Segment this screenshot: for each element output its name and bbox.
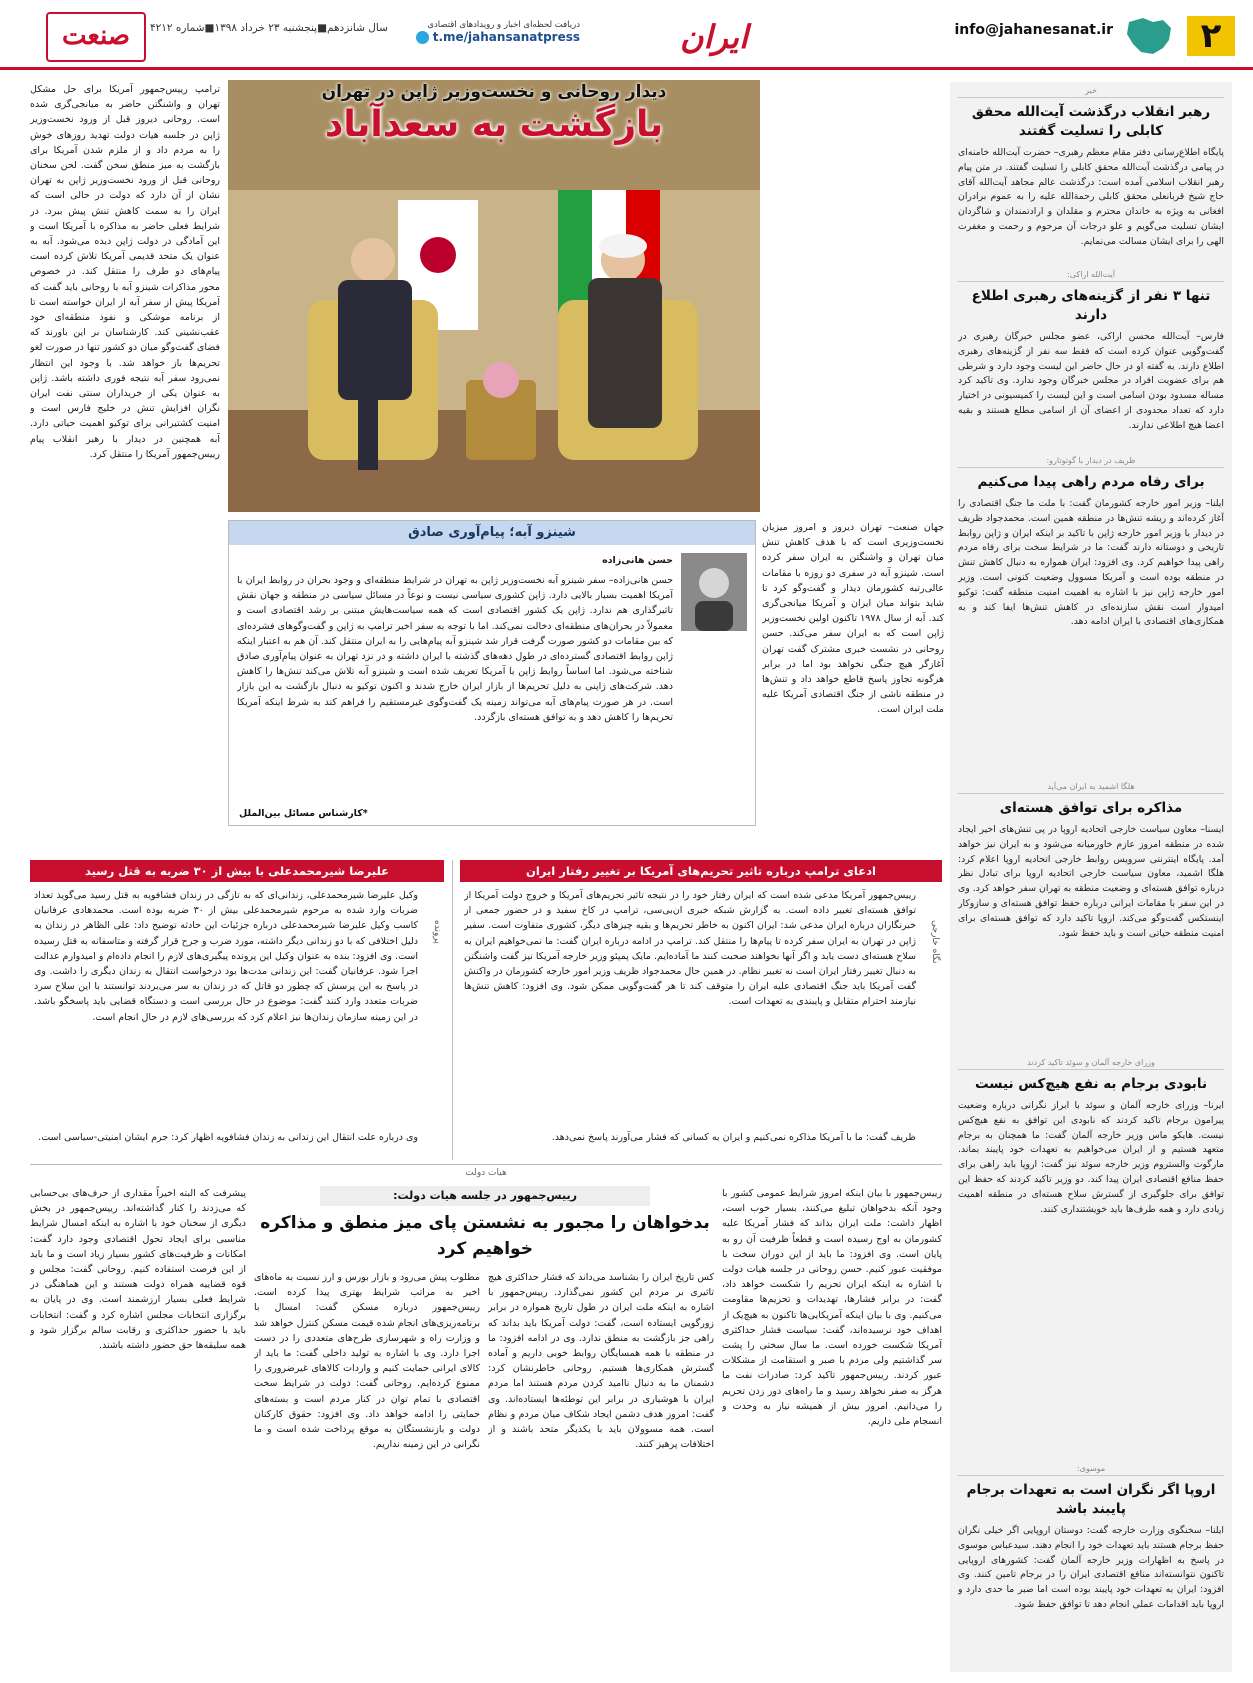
sidebar-body: ایسنا– معاون سیاست خارجی اتحادیه اروپا در پی تنش‌های اخیر ایجاد شده در منطقه امروز عازم خاورمیانه می‌شود و به ایران نیز خواهد آمد. پایگاه اینترنتی سرویس روابط خارجی اتحادیه اروپا اعلام کرد: هلگا اشمید، معاون سیاست خارجی اتحادیه اروپا برای تبادل نظر درباره توافق هسته‌ای و وضعیت منطقه به تهران سفر خواهد کرد. وی در این سفر با مقامات ایرانی درباره حفظ توافق هسته‌ای و سازوکار اینستکس گفت‌وگو می‌کند. اروپا تاکید دارد که توافق هسته‌ای برای امنیت منطقه حیاتی است و باید حفظ شود. [958,824,1224,939]
opinion-title: شینزو آبه؛ پیام‌آوری صادق [229,521,755,545]
article-tag: نگاه خارجی [930,920,940,964]
sidebar-item: هلگا اشمید به ایران می‌آید مذاکره برای توافق هسته‌ای ایسنا– معاون سیاست خارجی اتحادیه اروپا در پی تنش‌های اخیر ایجاد شده در منطقه امروز عازم خاورمیانه می‌شود و به ایران نیز خواهد آمد. پایگاه اینترنتی سرویس روابط خارجی اتحادیه اروپا اعلام کرد: هلگا اشمید، معاون سیاست خارجی اتحادیه اروپا برای تبادل نظر درباره توافق هسته‌ای و وضعیت منطقه به تهران سفر خواهد کرد. وی در این سفر با مقامات ایرانی درباره حفظ توافق هسته‌ای و سازوکار اینستکس گفت‌وگو می‌کند. اروپا تاکید دارد که توافق هسته‌ای برای امنیت منطقه حیاتی است و باید حفظ شود. [958,782,1224,1054]
article-body: رییس‌جمهور آمریکا مدعی شده است که ایران رفتار خود را در نتیجه تاثیر تحریم‌های آمریکا و خروج دولت آمریکا از توافق هسته‌ای تغییر داده است. به گزارش شبکه خبری ان‌بی‌سی، ترامپ در کاخ سفید و در حضور جمعی از خبرنگاران درباره ایران مدعی شد: ایران اکنون به خاطر تحریم‌ها و بقیه چیزهای دیگر، کشوری متفاوت است. سفیر ژاپن در تهران به ایران سفر کرده تا پیام‌ها را منتقل کند. ترامپ در ادامه درباره ایران گفت: ما نمی‌خواهیم ایران به سلاح هسته‌ای دست یابد و اگر آنها بخواهند صحبت کنند ما آماده‌ایم. مایک پمپئو وزیر خارجه آمریکا نیز گفت واشنگتن به دنبال تغییر رفتار ایران است نه تغییر نظام. در همین حال محمدجواد ظریف وزیر امور خارجه کشورمان در واکنش گفت آمریکا باید جنگ اقتصادی علیه ایران را متوقف کند تا هر گفت‌وگویی ممکن شود. وی افزود: کاهش تنش‌ها نیازمند احترام متقابل و پایبندی به تعهدات است. [464,890,916,1008]
sidebar-item: ظریف در دیدار با گوتوتارو: برای رفاه مردم راهی پیدا می‌کنیم ایلنا– وزیر امور خارجه کشورمان گفت: با ملت ما جنگ اقتصادی را آغاز کرده‌اند و ریشه تنش‌ها در منطقه همین است. محمدجواد ظریف در دیدار با وزیر امور خارجه ژاپن با تاکید بر اینکه ایران و ژاپن روابط تاریخی و دوستانه دارند گفت: ما در شرایط سخت برای رفاه مردم راهی پیدا خواهیم کرد. وی افزود: ایران همواره به دنبال کاهش تنش در منطقه بوده است و آمریکا مسوول وضعیت کنونی است. وزیر امور خارجه ژاپن نیز با اشاره به اهمیت امنیت منطقه گفت: توکیو امیدوار است نقش سازنده‌ای در کاهش تنش‌ها ایفا کند و به همکاری‌های اقتصادی با ایران ادامه دهد. [958,456,1224,778]
telegram-note: دریافت لحظه‌ای اخبار و رویدادهای اقتصادی [427,20,580,30]
article-body: وکیل علیرضا شیرمحمدعلی، زندانی‌ای که به تازگی در زندان فشافویه به قتل رسید می‌گوید تعداد ضربات وارد شده به مرحوم شیرمحمدعلی بیش از ۳۰ ضربه بوده است. محمدهادی عرفانیان کاسب وکیل علیرضا شیرمحمدعلی درباره جزئیات این حادثه توضیح داد: علی الظاهر در زندان به دلیل اختلافی که با دو زندانی دیگر داشته، مورد ضرب و جرح قرار گرفته و متاسفانه به قتل رسیده است. وی افزود: بنده به عنوان وکیل این پرونده پیگیری‌های لازم را انجام داده‌ام و امیدوارم عدالت اجرا شود. عرفانیان گفت: این زندانی مدت‌ها بود درخواست انتقال به زندان دیگری را داشت. وی در پاسخ به این پرسش که چطور دو قاتل که در زندان به سر می‌بردند توانستند با این سلاح سرد ضربات متعدد وارد کنند گفت: موضوع در حال بررسی است و دستگاه قضایی باید پاسخگو باشد. در این زمینه سازمان زندان‌ها نیز اعلام کرد که بررسی‌های لازم در حال انجام است. [34,890,418,1023]
main-headline[interactable]: بازگشت به سعدآباد [324,104,664,145]
sidebar-headline: نابودی برجام به نفع هیچ‌کس نیست [974,1076,1208,1092]
email-address[interactable]: info@jahanesanat.ir [954,22,1113,38]
trump-claim-article [460,860,942,1160]
sidebar-body: ایرنا– وزرای خارجه آلمان و سوئد با ابراز نگرانی درباره وضعیت پیرامون برجام تاکید کردند که نابودی این توافق به نفع هیچ‌کس نیست. هایکو ماس وزیر خارجه آلمان گفت: ما همچنان به برجام متعهد هستیم و از ایران می‌خواهیم به تعهدات خود پایبند بماند. مارگوت والستروم وزیر خارجه سوئد نیز گفت: اروپا باید راهی برای حفظ منافع اقتصادی ایران پیدا کند. دو وزیر تاکید کردند که حفظ این توافق برای جلوگیری از گسترش سلاح هسته‌ای در منطقه اهمیت زیادی دارد و همه طرف‌ها باید خویشتنداری کنند. [958,1100,1224,1215]
sidebar-body: پایگاه اطلاع‌رسانی دفتر مقام معظم رهبری– حضرت آیت‌الله خامنه‌ای در پیامی درگذشت آیت‌الله محقق کابلی را تسلیت گفتند. در متن پیام رهبر انقلاب اسلامی آمده است: درگذشت عالم مجاهد آیت‌الله آقای حاج شیخ قربانعلی محقق کابلی رحمةالله علیه را به عموم برادران افغانی به ویژه به خاندان محترم و مقلدان و ارادتمندان و شاگردان ایشان تسلیت می‌گویم و علو درجات آن مرحوم و رحمت و مغفرت الهی را برای ایشان مسالت می‌نمایم. [958,147,1224,247]
column-rule [452,860,453,1160]
cabinet-section-label: هیات دولت [465,1168,507,1178]
cabinet-column-4: پیشرفت که البته اخیراً مقداری از حرف‌های بی‌حسابی که می‌زدند را کنار گذاشته‌اند. رییس‌جمهور در بخش دیگری از سخنان خود با اشاره به اینکه امسال شرایط مناسبی برای ایجاد تحول اقتصادی وجود دارد گفت: امکانات و ظرفیت‌های کشور بسیار زیاد است و ما باید از این فرصت استفاده کنیم. روحانی گفت: مجلس و قوه قضاییه همراه دولت هستند و این هماهنگی در شرایط فعلی بسیار ارزشمند است. وی در پایان به برگزاری انتخابات مجلس اشاره کرد و گفت: انتخابات باید با حضور حداکثری و رقابت سالم برگزار شود و همه سلیقه‌ها حق حضور داشته باشند. [30,1188,246,1352]
article-tag: پرونده [432,920,442,944]
section-title: ایران [680,18,748,56]
sidebar-headline: مذاکره برای توافق هسته‌ای [999,800,1183,816]
opinion-box [228,520,756,826]
opinion-footer: *کارشناس مسائل بین‌الملل [239,808,368,819]
telegram-url[interactable]: t.me/jahansanatpress [432,30,580,44]
cabinet-headline[interactable]: بدخواهان را مجبور به نشستن پای میز منطق و مذاکره خواهیم کرد [260,1213,710,1259]
sidebar-item: آیت‌الله اراکی: تنها ۳ نفر از گزینه‌های رهبری اطلاع دارند فارس– آیت‌الله محسن اراکی، عضو مجلس خبرگان رهبری در گفت‌وگویی عنوان کرده است که فقط سه نفر از گزینه‌های رهبری اطلاع دارند. به گفته او در حال حاضر این لیست وجود دارد و شرطی هم برای عضویت افراد در مجلس خبرگان وجود ندارد. وی تاکید کرد مساله مسدود بودن اسامی است و این لیست را کمیسیونی در اختیار دارد که تعداد محدودی از اعضای آن از اسامی مطلع هستند و بقیه اعضا هیچ اطلاعی ندارند. [958,270,1224,452]
sidebar-headline: رهبر انقلاب درگذشت آیت‌الله محقق کابلی را تسلیت گفتند [971,104,1211,139]
article-footer: ظریف گفت: ما با آمریکا مذاکره نمی‌کنیم و ایران به کسانی که فشار می‌آورند پاسخ نمی‌دهد. [551,1132,916,1143]
main-story-continuation: ترامپ رییس‌جمهور آمریکا برای حل مشکل تهران و واشنگتن حاضر به میانجی‌گری شده است. روحانی دیروز قبل از ورود نخست‌وزیر ژاپن در جلسه هیات دولت تهدید روزهای خوش را به مردم داد و از ملزم شدن آمریکا برای بازگشت به میز منطق سخن گفت. لحن سخنان روحانی قبل از ورود نخست‌وزیر ژاپن به تهران نشان از آن دارد که دولت در حالی است که ایران را به سمت کاهش تنش پیش ببرد. در شرایط فعلی حاضر به مذاکره با آمریکا است و این آمادگی در دولت ژاپن دیده می‌شود. آبه به عنوان یک متحد قدیمی آمریکا تلاش کرده است پیام‌های دو طرف را منتقل کند. در خصوص محور مذاکرات شینزو آبه با روحانی باید گفت که آمریکا پیش از سفر آبه از ایران خواسته است تا از برنامه موشکی و نفوذ منطقه‌ای خود عقب‌نشینی کند. کارشناسان بر این باورند که فضای گفت‌وگو میان دو کشور تنها در صورت لغو تحریم‌ها باز خواهد شد. با وجود این انتظار نمی‌رود سفر آبه نتیجه فوری داشته باشد. ژاپن به عنوان یکی از خریداران سنتی نفت ایران نگران افزایش تنش در خلیج فارس است و امنیت کشتیرانی برای توکیو اهمیت حیاتی دارد. آبه همچنین در دیدار با رهبر انقلاب پیام رییس‌جمهور آمریکا را منتقل کرد. [30,84,220,460]
sidebar-item: موسوی: اروپا اگر نگران است به تعهدات برجام پایبند باشد ایلنا– سخنگوی وزارت خارجه گفت: دوستان اروپایی اگر خیلی نگران حفظ برجام هستند باید تعهدات خود را انجام دهند. سیدعباس موسوی در پاسخ به اظهارات وزیر خارجه آلمان گفت: کشورهای اروپایی تاکنون نتوانسته‌اند منافع اقتصادی ایران را در برجام تامین کنند. وی افزود: ایران به تعهدات خود پایبند بوده است اما صبر ما حدی دارد و اروپا باید اقدامات عملی انجام دهد تا توافق حفظ شود. [958,1464,1224,1664]
newspaper-logo: صنعت [46,12,146,62]
article-footer: وی درباره علت انتقال این زندانی به زندان فشافویه اظهار کرد: جرم ایشان امنیتی-سیاسی است. [38,1132,418,1143]
issue-info: سال شانزدهم■پنجشنبه ۲۳ خرداد ۱۳۹۸■شماره ۴۲۱۲ [150,22,388,34]
telegram-icon [416,31,429,44]
section-rule [30,1164,942,1165]
opinion-text: حسن هانی‌زاده– سفر شینزو آبه نخست‌وزیر ژاپن به تهران در شرایط منطقه‌ای و وجود بحران در روابط ایران با آمریکا اهمیت بسیار بالایی دارد. ژاپن کشوری سیاسی نیست و نوعاً در مسائل سیاسی در منطقه و جهان نقش تاثیرگذاری هم ندارد. ژاپن یک کشور اقتصادی است که همه سیاست‌هایش مبتنی بر رشد اقتصادی است و معمولاً در بحران‌های منطقه‌ای دخالت نمی‌کند. اما با توجه به سفر اخیر ترامپ به ژاپن و گفت‌وگوهای فشرده‌ای که بین مقامات دو کشور صورت گرفت قرار شد شینزو آبه پیام‌هایی را به ایران منتقل کند. آن هم به اعتبار اینکه ژاپن روابط اقتصادی گسترده‌ای در طول دهه‌های گذشته با ایران داشته و در نزد تهران به عنوان پیام‌آوری صادق شناخته می‌شود. اما اساساً روابط ژاپن با آمریکا تعریف شده است و شینزو آبه تلاش می‌کند تنش‌ها را کاهش دهد. شرکت‌های ژاپنی به دلیل تحریم‌ها از بازار ایران خارج شدند و اکنون توکیو به دنبال بازگشت به این بازار است. در هر صورت پیام‌های آبه می‌تواند زمینه یک گفت‌وگوی غیرمستقیم را فراهم کند به شرط اینکه آمریکا تحریم‌ها را کاهش دهد و به توافق هسته‌ای بازگردد. [237,575,673,723]
opinion-author: حسن هانی‌زاده [602,555,673,566]
sidebar-headline: اروپا اگر نگران است به تعهدات برجام پایبند باشد [966,1482,1216,1517]
cabinet-column-3: مطلوب پیش می‌رود و بازار بورس و ارز نسبت به ماه‌های اخیر به مراتب شرایط بهتری پیدا کرده است. رییس‌جمهور درباره مسکن گفت: امسال با برنامه‌ریزی‌های انجام شده قیمت مسکن کنترل خواهد شد و وزارت راه و شهرسازی طرح‌های متعددی را در دست اجرا دارد. وی با اشاره به تولید داخلی گفت: ما باید از کالای ایرانی حمایت کنیم و واردات کالاهای غیرضروری را ممنوع کرده‌ایم. روحانی گفت: دولت در شرایط سخت اقتصادی با تمام توان در کنار مردم است و بسته‌های حمایتی را ادامه خواهد داد. وی افزود: حقوق کارکنان دولت و بازنشستگان به موقع پرداخت شده است و ما نگرانی در این زمینه نداریم. [254,1272,480,1451]
cabinet-column-1: رییس‌جمهور با بیان اینکه امروز شرایط عمومی کشور با وجود آنکه بدخواهان تبلیغ می‌کنند، بسیار خوب است، اظهار داشت: ملت ایران بداند که فشار آمریکا علیه کشورمان به اوج رسیده است و قطعاً ظرفیت آن رو به پایان است. وی افزود: ما باید از این دوران سخت با موفقیت عبور کنیم. حسن روحانی در جلسه هیات دولت با اشاره به اینکه ایران تحریم را شکست خواهد داد، گفت: در برابر فشارها، تهدیدات و تحریم‌ها مقاومت می‌کنیم. وی با بیان اینکه آمریکایی‌ها تاکنون به هیچ‌یک از اهداف خود نرسیده‌اند، گفت: سیاست فشار حداکثری آمریکا شکست خورده است. ما سال سختی را پشت سر گذاشتیم ولی مردم با صبر و استقامت از مشکلات عبور کردند. رییس‌جمهور تاکید کرد: صادرات نفت ما هرگز به صفر نخواهد رسید و ما راه‌های دور زدن تحریم را می‌دانیم. امروز بیش از همیشه نیاز به وحدت و انسجام ملی داریم. [722,1188,942,1428]
sidebar-item: وزرای خارجه آلمان و سوئد تاکید کردند نابودی برجام به نفع هیچ‌کس نیست ایرنا– وزرای خارجه آلمان و سوئد با ابراز نگرانی درباره وضعیت پیرامون برجام تاکید کردند که نابودی این توافق به نفع هیچ‌کس نیست. هایکو ماس وزیر خارجه آلمان گفت: ما همچنان به برجام متعهد هستیم و از ایران می‌خواهیم به تعهدات خود پایبند بماند. مارگوت والستروم وزیر خارجه سوئد نیز گفت: اروپا باید راهی برای حفظ منافع اقتصادی ایران پیدا کند. دو وزیر تاکید کردند که حفظ این توافق برای جلوگیری از گسترش سلاح هسته‌ای در منطقه اهمیت زیادی دارد و همه طرف‌ها باید خویشتنداری کنند. [958,1058,1224,1460]
main-headline-block [228,80,760,145]
sidebar-body: ایلنا– وزیر امور خارجه کشورمان گفت: با ملت ما جنگ اقتصادی را آغاز کرده‌اند و ریشه تنش‌ها در منطقه همین است. محمدجواد ظریف در دیدار با وزیر امور خارجه ژاپن با تاکید بر اینکه ایران و ژاپن روابط تاریخی و دوستانه دارند گفت: ما در شرایط سخت برای رفاه مردم راهی پیدا خواهیم کرد. وی افزود: ایران همواره به دنبال کاهش تنش در منطقه بوده است و آمریکا مسوول وضعیت کنونی است. وزیر امور خارجه ژاپن نیز با اشاره به اهمیت امنیت منطقه گفت: توکیو امیدوار است نقش سازنده‌ای در کاهش تنش‌ها ایفا کند و به همکاری‌های اقتصادی با ایران ادامه دهد. [958,498,1224,628]
sidebar-headline: برای رفاه مردم راهی پیدا می‌کنیم [977,474,1205,490]
cabinet-kicker: رییس‌جمهور در جلسه هیات دولت: [320,1186,650,1206]
news-sidebar [950,82,1232,1672]
prison-killing-article [30,860,444,1160]
sidebar-item: خبر رهبر انقلاب درگذشت آیت‌الله محقق کابلی را تسلیت گفتند پایگاه اطلاع‌رسانی دفتر مقام معظم رهبری– حضرت آیت‌الله خامنه‌ای در پیامی درگذشت آیت‌الله محقق کابلی را تسلیت گفتند. در متن پیام رهبر انقلاب اسلامی آمده است: درگذشت عالم مجاهد آیت‌الله آقای حاج شیخ قربانعلی محقق کابلی رحمةالله علیه را به عموم برادران افغانی به ویژه به خاندان محترم و مقلدان و ارادتمندان و شاگردان ایشان تسلیت می‌گویم و علو درجات آن مرحوم و رحمت و مغفرت الهی را برای ایشان مسالت می‌نمایم. [958,86,1224,266]
article-title: علیرضا شیرمحمدعلی با بیش از ۳۰ ضربه به قتل رسید [30,860,444,882]
sidebar-body: ایلنا– سخنگوی وزارت خارجه گفت: دوستان اروپایی اگر خیلی نگران حفظ برجام هستند باید تعهدات خود را انجام دهند. سیدعباس موسوی در پاسخ به اظهارات وزیر خارجه آلمان گفت: کشورهای اروپایی تاکنون نتوانسته‌اند منافع اقتصادی ایران را در برجام تامین کنند. وی افزود: ایران به تعهدات خود پایبند بوده است اما صبر ما حدی دارد و اروپا باید اقدامات عملی انجام دهد تا توافق حفظ شود. [958,1525,1224,1610]
opinion-body [237,553,747,817]
iran-map-icon [1123,14,1175,58]
article-title: ادعای ترامپ درباره تاثیر تحریم‌های آمریکا بر تغییر رفتار ایران [460,860,942,882]
sidebar-headline: تنها ۳ نفر از گزینه‌های رهبری اطلاع دارند [971,288,1211,323]
main-kicker: دیدار روحانی و نخست‌وزیر ژاپن در تهران [321,82,667,102]
telegram-promo[interactable] [410,20,580,44]
masthead [0,0,1253,70]
main-story-lead: جهان صنعت– تهران دیروز و امروز میزبان نخست‌وزیری است که با هدف کاهش تنش میان تهران و واشنگتن به ایران سفر کرده است. شینزو آبه در سفری دو روزه با مقامات عالی‌رتبه کشورمان دیدار و گفت‌وگو کرد تا شاید بتواند میان ایران و آمریکا میانجی‌گری کند. آبه از سال ۱۹۷۸ تاکنون اولین نخست‌وزیر ژاپن است که به ایران سفر می‌کند. حسن روحانی در نشست خبری مشترک گفت تهران آغازگر هیچ جنگی نخواهد بود اما در برابر هرگونه تجاوز پاسخ قاطع خواهد داد و تنش‌ها در منطقه ناشی از جنگ اقتصادی آمریکا علیه ملت ایران است. [762,522,944,716]
cabinet-column-2: کس تاریخ ایران را بشناسد می‌داند که فشار حداکثری هیچ تاثیری بر مردم این کشور نمی‌گذارد. رییس‌جمهور با اشاره به اینکه ملت ایران در طول تاریخ همواره در برابر زورگویی ایستاده است، گفت: دولت آمریکا باید بداند که راهی جز بازگشت به منطق ندارد. وی در ادامه افزود: ما در منطقه با همه همسایگان روابط خوبی داریم و آماده گسترش همکاری‌ها هستیم. روحانی خاطرنشان کرد: دشمنان ما به دنبال ناامید کردن مردم هستند اما مردم ایران با هوشیاری در برابر این توطئه‌ها ایستاده‌اند. وی گفت: امروز هدف دشمن ایجاد شکاف میان مردم و نظام است. همه مسوولان باید با یکدیگر متحد باشند و از اختلافات پرهیز کنند. [488,1272,714,1451]
page-number: ۲ [1187,16,1235,56]
sidebar-body: فارس– آیت‌الله محسن اراکی، عضو مجلس خبرگان رهبری در گفت‌وگویی عنوان کرده است که فقط سه نفر از گزینه‌های رهبری اطلاع دارند. به گفته او در حال حاضر این لیست وجود دارد و شرطی هم برای عضویت افراد در مجلس خبرگان وجود ندارد. وی تاکید کرد مساله مسدود بودن اسامی است و این لیست را کمیسیونی در اختیار دارد که تعداد محدودی از اعضای آن از اسامی مطلع هستند و بقیه اعضا هیچ اطلاعی ندارند. [958,331,1224,431]
middle-row [30,860,942,1160]
